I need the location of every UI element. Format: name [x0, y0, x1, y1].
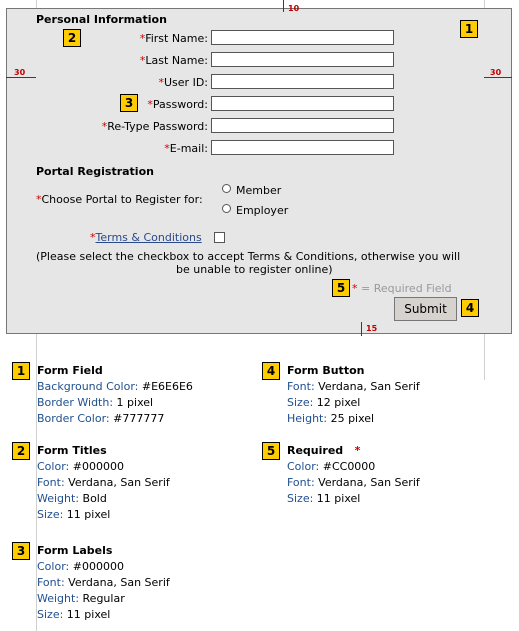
password-input[interactable] [211, 96, 394, 111]
legend-form-button [287, 363, 420, 427]
required-field-note: * = Required Field [352, 282, 452, 295]
legend-form-button-title: Form Button [287, 364, 365, 377]
terms-label: *Terms & Conditions [90, 231, 202, 244]
legend-required-row: Color: #CC0000 [287, 460, 376, 473]
terms-link[interactable]: Terms & Conditions [95, 231, 202, 244]
measure-top-label: 10 [288, 4, 300, 13]
legend-form-field-row: Background Color: #E6E6E6 [37, 380, 193, 393]
portal-option-member[interactable] [222, 184, 281, 197]
terms-note-line1: (Please select the checkbox to accept Terms & Conditions, otherwise you will [36, 250, 461, 263]
retype-password-input[interactable] [211, 118, 394, 133]
badge-4: 4 [461, 299, 479, 317]
legend-required-title: Required * [287, 444, 361, 457]
legend-form-titles-row: Size: 11 pixel [37, 508, 111, 521]
first-name-input[interactable] [211, 30, 394, 45]
legend-required-row: Size: 11 pixel [287, 492, 361, 505]
legend-form-titles-title: Form Titles [37, 444, 107, 457]
legend-form-labels-row: Weight: Regular [37, 592, 125, 605]
legend-form-button-row: Font: Verdana, San Serif [287, 380, 420, 393]
submit-button[interactable]: Submit [394, 297, 457, 321]
portal-choose-label: *Choose Portal to Register for: [36, 193, 203, 206]
measure-bottom-label: 15 [366, 324, 378, 333]
legend-required [287, 443, 420, 507]
personal-info-title: Personal Information [36, 13, 167, 26]
portal-option-member-label: Member [236, 184, 282, 197]
last-name-input[interactable] [211, 52, 394, 67]
measure-left-line [6, 77, 36, 78]
legend-form-labels-title: Form Labels [37, 544, 113, 557]
legend-form-button-row: Height: 25 pixel [287, 412, 375, 425]
portal-registration-title: Portal Registration [36, 165, 154, 178]
legend-form-field-row: Border Width: 1 pixel [37, 396, 154, 409]
legend-badge-5: 5 [262, 442, 280, 460]
measure-bottom-line [361, 322, 362, 336]
password-label: *Password: [147, 98, 208, 111]
legend-form-button-row: Size: 12 pixel [287, 396, 361, 409]
legend-badge-1: 1 [12, 362, 30, 380]
badge-1: 1 [460, 20, 478, 38]
radio-employer[interactable] [222, 204, 231, 213]
legend-badge-4: 4 [262, 362, 280, 380]
portal-option-employer[interactable] [222, 204, 288, 217]
measure-right-label: 30 [490, 68, 502, 77]
email-label: *E-mail: [164, 142, 208, 155]
last-name-label: *Last Name: [139, 54, 208, 67]
legend-form-labels-row: Color: #000000 [37, 560, 124, 573]
legend-badge-2: 2 [12, 442, 30, 460]
badge-5: 5 [332, 279, 350, 297]
legend-form-titles-row: Font: Verdana, San Serif [37, 476, 170, 489]
legend-form-titles [37, 443, 170, 523]
user-id-label: *User ID: [158, 76, 208, 89]
badge-2: 2 [63, 29, 81, 47]
portal-option-employer-label: Employer [236, 204, 289, 217]
user-id-input[interactable] [211, 74, 394, 89]
legend-badge-3: 3 [12, 542, 30, 560]
measure-top-line [283, 0, 284, 12]
measure-left-label: 30 [14, 68, 26, 77]
measure-right-line [484, 77, 512, 78]
legend-form-titles-row: Weight: Bold [37, 492, 107, 505]
legend-required-row: Font: Verdana, San Serif [287, 476, 420, 489]
legend-form-field-row: Border Color: #777777 [37, 412, 165, 425]
terms-note-line2: be unable to register online) [176, 263, 333, 276]
email-input[interactable] [211, 140, 394, 155]
legend-form-field-title: Form Field [37, 364, 103, 377]
legend-form-titles-row: Color: #000000 [37, 460, 124, 473]
terms-checkbox[interactable] [214, 232, 225, 243]
retype-password-label: *Re-Type Password: [101, 120, 208, 133]
first-name-label: *First Name: [139, 32, 208, 45]
legend-form-field [37, 363, 193, 427]
badge-3: 3 [120, 94, 138, 112]
legend-form-labels-row: Font: Verdana, San Serif [37, 576, 170, 589]
legend-form-labels-row: Size: 11 pixel [37, 608, 111, 621]
legend-form-labels [37, 543, 170, 623]
radio-member[interactable] [222, 184, 231, 193]
